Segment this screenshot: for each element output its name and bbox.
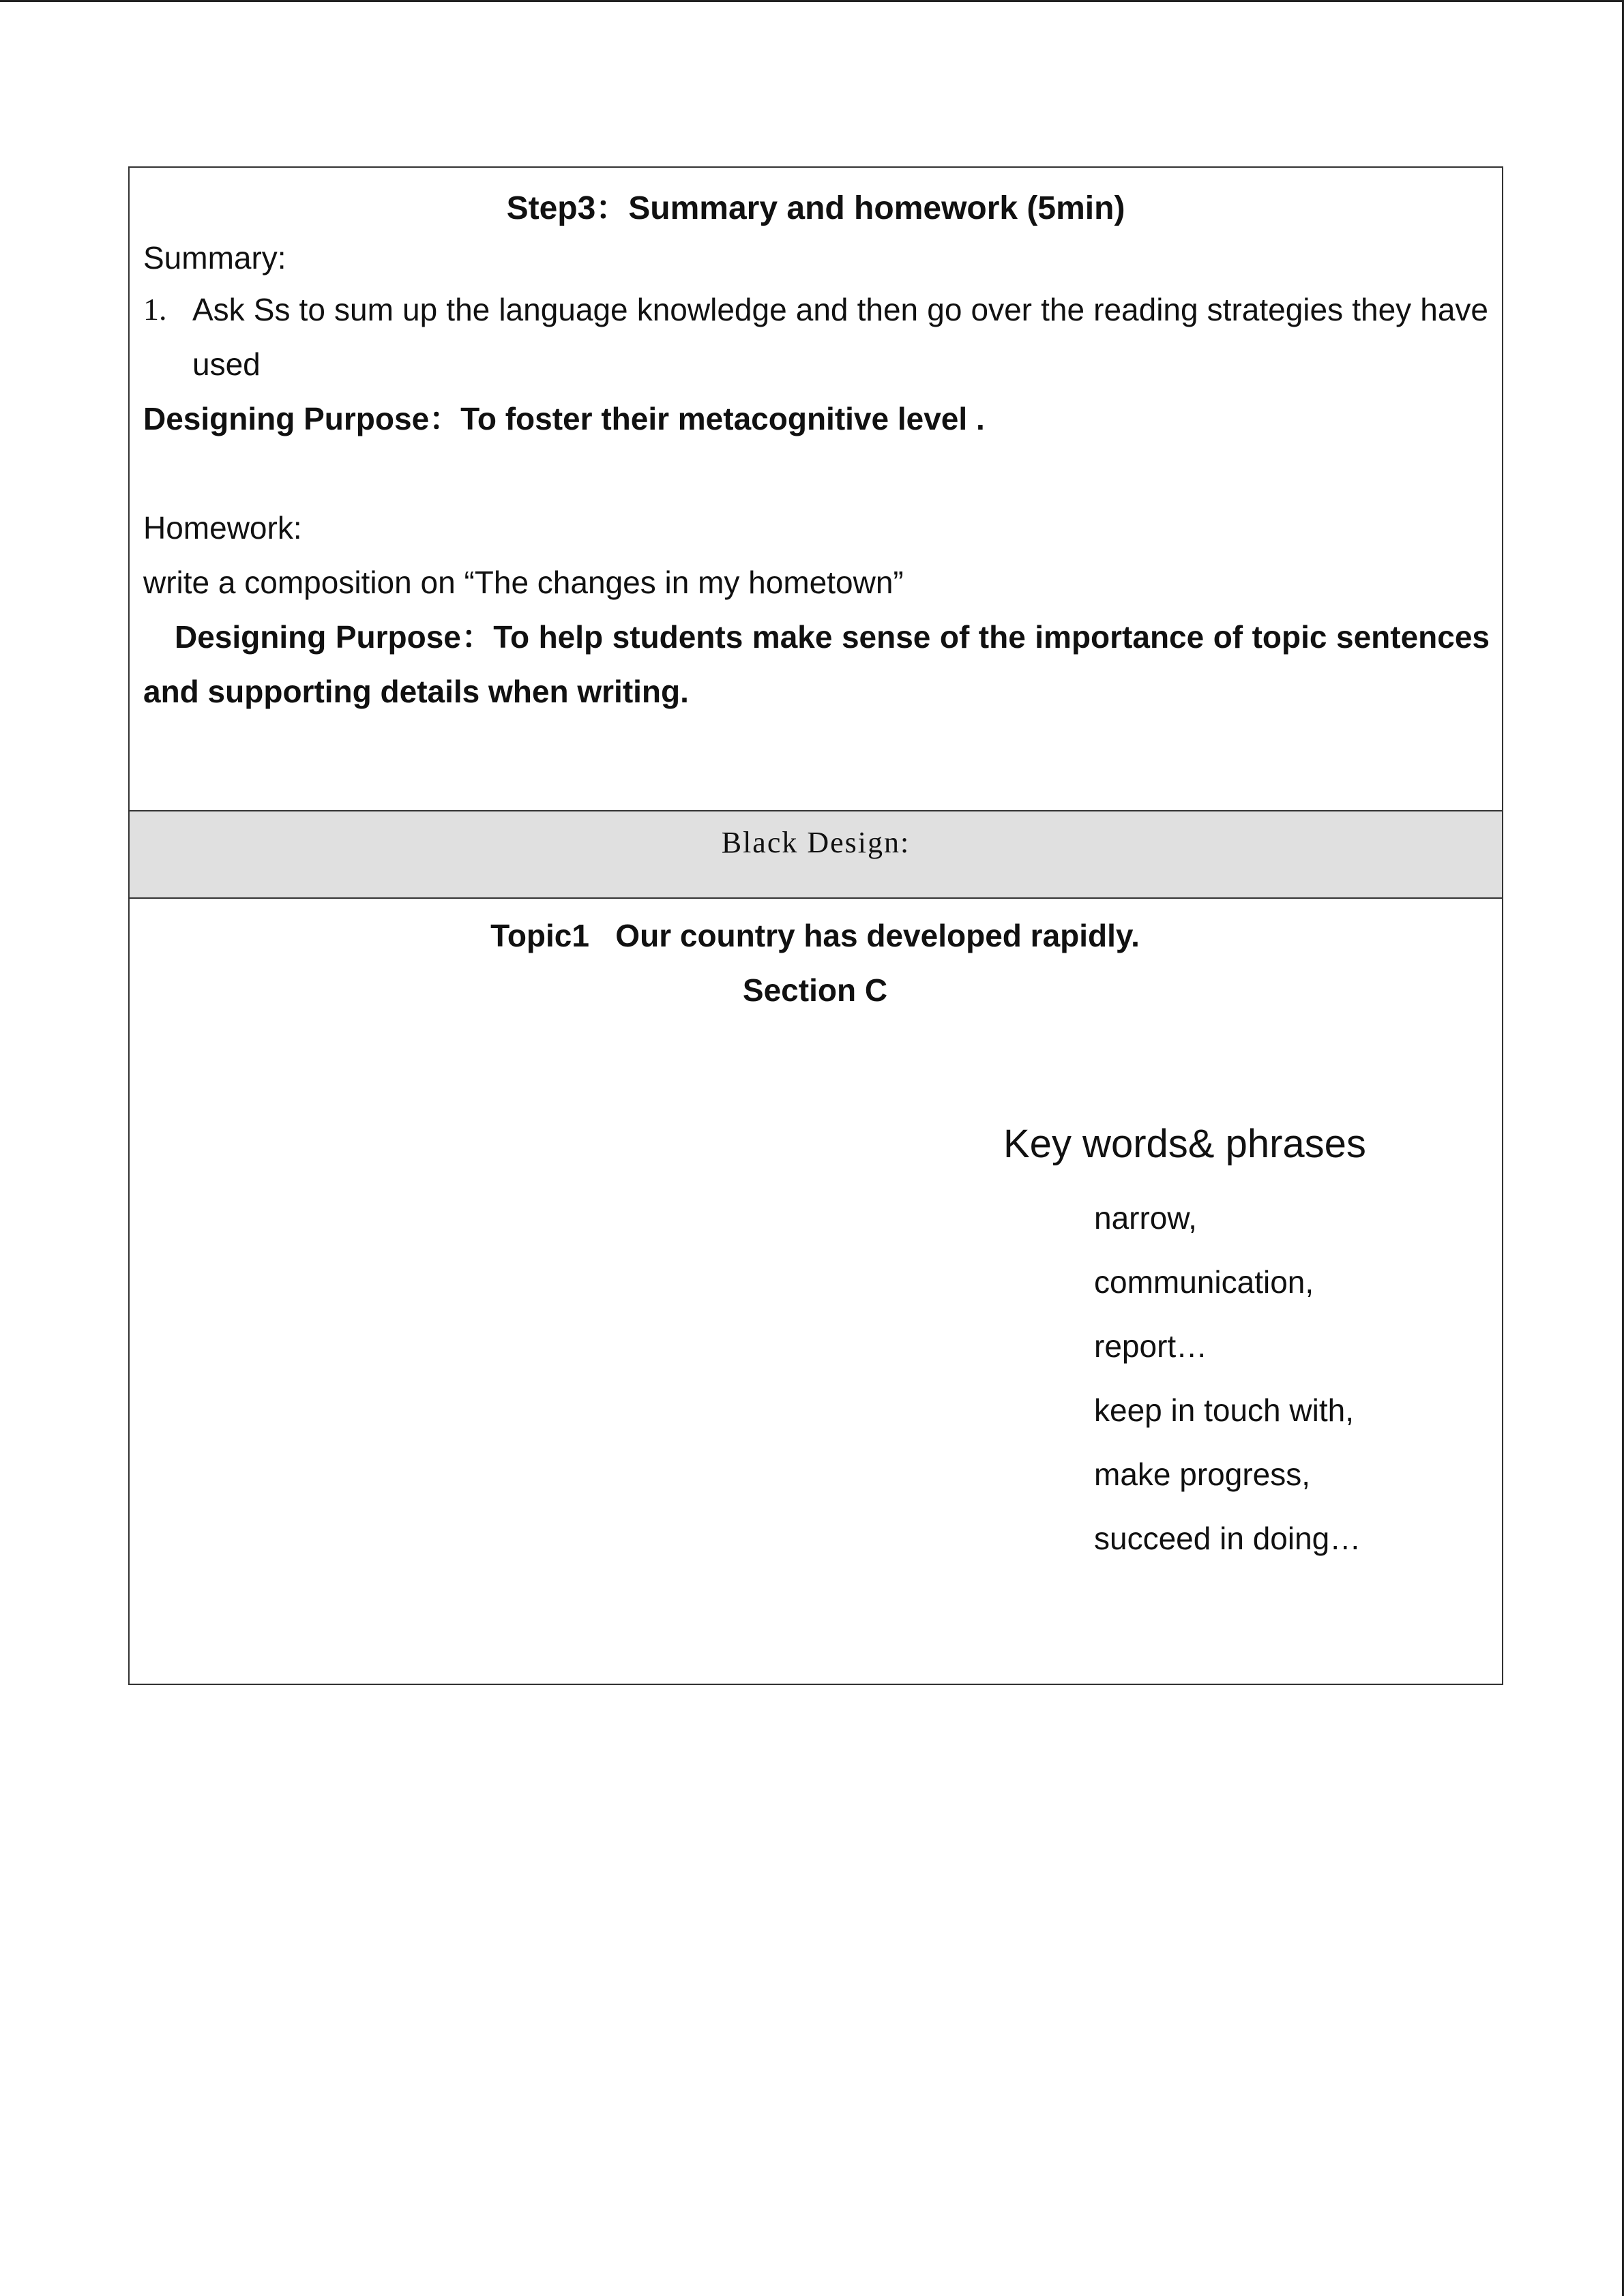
lesson-plan-table [128, 166, 1503, 1685]
summary-designing-purpose: Designing Purpose：To foster their metacognitive level . [143, 401, 985, 436]
black-design-label: Black Design: [721, 826, 911, 859]
topic-line: Topic1 Our country has developed rapidly. [490, 918, 1140, 953]
homework-designing-purpose: Designing Purpose：To help students make sense of the importance of topic sentences and supporting details when writing. [143, 619, 1490, 709]
homework-text: write a composition on “The changes in my hometown” [143, 565, 904, 600]
black-design-header-row [130, 811, 1502, 899]
key-word-item: communication, [1094, 1264, 1314, 1300]
key-word-item: keep in touch with, [1094, 1392, 1355, 1428]
step3-row [130, 168, 1502, 811]
summary-item-number: 1. [143, 292, 167, 327]
summary-label: Summary: [143, 240, 286, 275]
key-words-title: Key words& phrases [1003, 1122, 1366, 1166]
summary-item-text: Ask Ss to sum up the language knowledge and then go over the reading strategies they have used [192, 292, 1488, 382]
key-word-item: narrow, [1094, 1200, 1197, 1236]
homework-label: Homework: [143, 510, 302, 546]
key-word-item: report… [1094, 1328, 1208, 1364]
key-word-item: make progress, [1094, 1457, 1311, 1492]
section-line: Section C [742, 972, 888, 1008]
page-top-border [0, 0, 1624, 2]
blackboard-design-row [130, 899, 1502, 1684]
key-word-item: succeed in doing… [1094, 1521, 1361, 1556]
step3-title: Step3：Summary and homework (5min) [506, 190, 1125, 226]
